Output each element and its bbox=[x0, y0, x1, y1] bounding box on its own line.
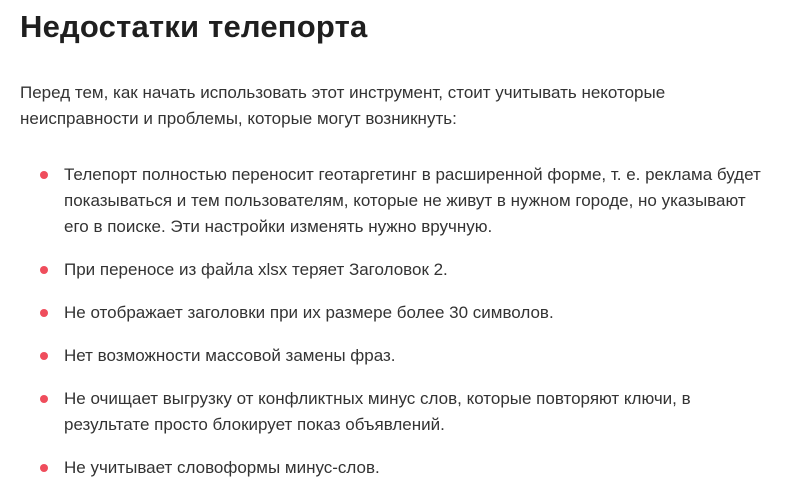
list-item-text: Не очищает выгрузку от конфликтных минус слов, которые повторяют ключи, в результате просто блокирует показ объявлений. bbox=[64, 389, 691, 434]
drawbacks-list bbox=[20, 162, 770, 481]
bullet-icon bbox=[40, 395, 48, 403]
list-item bbox=[20, 162, 770, 240]
list-item-text: Не отображает заголовки при их размере более 30 символов. bbox=[64, 303, 554, 322]
bullet-icon bbox=[40, 266, 48, 274]
bullet-icon bbox=[40, 352, 48, 360]
bullet-icon bbox=[40, 464, 48, 472]
bullet-icon bbox=[40, 171, 48, 179]
list-item bbox=[20, 386, 770, 438]
bullet-icon bbox=[40, 309, 48, 317]
list-item bbox=[20, 300, 770, 326]
list-item-text: Нет возможности массовой замены фраз. bbox=[64, 346, 396, 365]
list-item-text: Не учитывает словоформы минус-слов. bbox=[64, 458, 380, 477]
list-item-text: При переносе из файла xlsx теряет Заголовок 2. bbox=[64, 260, 448, 279]
list-item bbox=[20, 343, 770, 369]
list-item-text: Телепорт полностью переносит геотаргетинг в расширенной форме, т. е. реклама будет показываться и тем пользователям, которые не живут в нужном городе, но указывают его в поиске. Эти настройки изменять нужно вручную. bbox=[64, 165, 761, 236]
article-title: Недостатки телепорта bbox=[20, 9, 368, 44]
list-item bbox=[20, 455, 770, 481]
article-intro: Перед тем, как начать использовать этот инструмент, стоит учитывать некоторые неисправности и проблемы, которые могут возникнуть: bbox=[20, 83, 666, 128]
list-item bbox=[20, 257, 770, 283]
